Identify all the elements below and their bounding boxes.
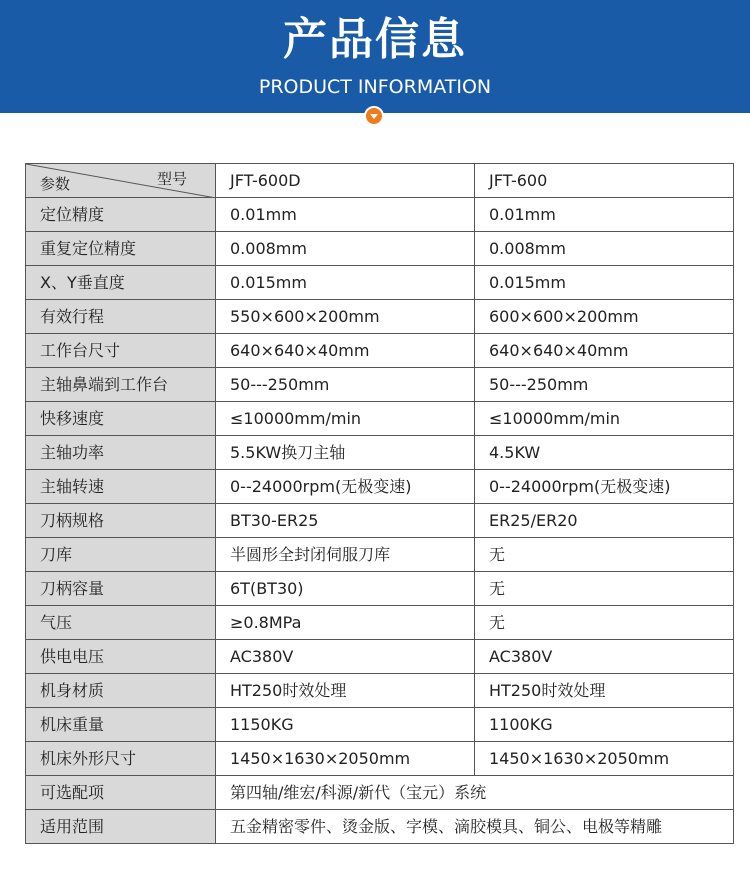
table-header-row [26, 164, 734, 198]
param-cell: 刀柄容量 [26, 572, 216, 606]
value-cell-model-1: 1450×1630×2050mm [216, 742, 475, 776]
value-cell-model-1: 6T(BT30) [216, 572, 475, 606]
value-cell-model-2: ≤10000mm/min [475, 402, 734, 436]
page-title: 产品信息 [283, 14, 467, 65]
value-cell-model-1: 0--24000rpm(无极变速) [216, 470, 475, 504]
param-cell: 适用范围 [26, 810, 216, 844]
value-cell-model-2: 无 [475, 572, 734, 606]
table-row [26, 810, 734, 844]
value-cell-model-1: 550×600×200mm [216, 300, 475, 334]
table-row [26, 606, 734, 640]
value-cell-model-2: ER25/ER20 [475, 504, 734, 538]
value-cell-model-2: 4.5KW [475, 436, 734, 470]
table-row [26, 742, 734, 776]
value-cell-spanning: 五金精密零件、烫金版、字模、滴胶模具、铜公、电极等精雕 [216, 810, 734, 844]
header-model-label: 型号 [156, 170, 187, 188]
value-cell-model-2: 0.015mm [475, 266, 734, 300]
header-banner [0, 0, 750, 113]
value-cell-model-1: 50---250mm [216, 368, 475, 402]
param-cell: X、Y垂直度 [26, 266, 216, 300]
spec-table [25, 163, 734, 844]
value-cell-model-1: ≤10000mm/min [216, 402, 475, 436]
table-row [26, 300, 734, 334]
value-cell-model-2: 0--24000rpm(无极变速) [475, 470, 734, 504]
value-cell-model-2: 0.008mm [475, 232, 734, 266]
param-cell: 供电电压 [26, 640, 216, 674]
value-cell-model-2: AC380V [475, 640, 734, 674]
table-row [26, 266, 734, 300]
table-row [26, 198, 734, 232]
value-cell-model-1: 640×640×40mm [216, 334, 475, 368]
table-row [26, 368, 734, 402]
table-row [26, 402, 734, 436]
value-cell-model-2: 1450×1630×2050mm [475, 742, 734, 776]
param-cell: 工作台尺寸 [26, 334, 216, 368]
table-row [26, 436, 734, 470]
param-cell: 刀柄规格 [26, 504, 216, 538]
table-row [26, 504, 734, 538]
value-cell-model-1: HT250时效处理 [216, 674, 475, 708]
table-row [26, 776, 734, 810]
table-row [26, 232, 734, 266]
chevron-down-icon [364, 106, 384, 126]
value-cell-model-2: 0.01mm [475, 198, 734, 232]
value-cell-model-2: 无 [475, 606, 734, 640]
value-cell-model-1: AC380V [216, 640, 475, 674]
header-corner-cell [26, 164, 216, 198]
value-cell-model-2: 无 [475, 538, 734, 572]
model-header-1: JFT-600D [216, 164, 475, 198]
value-cell-model-2: 1100KG [475, 708, 734, 742]
param-cell: 机床外形尺寸 [26, 742, 216, 776]
value-cell-spanning: 第四轴/维宏/科源/新代（宝元）系统 [216, 776, 734, 810]
table-row [26, 572, 734, 606]
value-cell-model-2: 640×640×40mm [475, 334, 734, 368]
table-row [26, 470, 734, 504]
value-cell-model-2: 50---250mm [475, 368, 734, 402]
model-header-2: JFT-600 [475, 164, 734, 198]
param-cell: 机身材质 [26, 674, 216, 708]
value-cell-model-1: 半圆形全封闭伺服刀库 [216, 538, 475, 572]
value-cell-model-1: ≥0.8MPa [216, 606, 475, 640]
table-row [26, 640, 734, 674]
value-cell-model-2: 600×600×200mm [475, 300, 734, 334]
param-cell: 主轴功率 [26, 436, 216, 470]
param-cell: 有效行程 [26, 300, 216, 334]
value-cell-model-1: 0.015mm [216, 266, 475, 300]
param-cell: 刀库 [26, 538, 216, 572]
value-cell-model-2: HT250时效处理 [475, 674, 734, 708]
param-cell: 可选配项 [26, 776, 216, 810]
value-cell-model-1: 0.01mm [216, 198, 475, 232]
param-cell: 气压 [26, 606, 216, 640]
header-param-label: 参数 [40, 175, 71, 193]
table-row [26, 674, 734, 708]
param-cell: 定位精度 [26, 198, 216, 232]
param-cell: 快移速度 [26, 402, 216, 436]
page-subtitle: PRODUCT INFORMATION [258, 76, 492, 98]
value-cell-model-1: 0.008mm [216, 232, 475, 266]
param-cell: 重复定位精度 [26, 232, 216, 266]
table-row [26, 708, 734, 742]
table-row [26, 334, 734, 368]
param-cell: 主轴鼻端到工作台 [26, 368, 216, 402]
value-cell-model-1: BT30-ER25 [216, 504, 475, 538]
param-cell: 主轴转速 [26, 470, 216, 504]
param-cell: 机床重量 [26, 708, 216, 742]
table-row [26, 538, 734, 572]
value-cell-model-1: 5.5KW换刀主轴 [216, 436, 475, 470]
value-cell-model-1: 1150KG [216, 708, 475, 742]
